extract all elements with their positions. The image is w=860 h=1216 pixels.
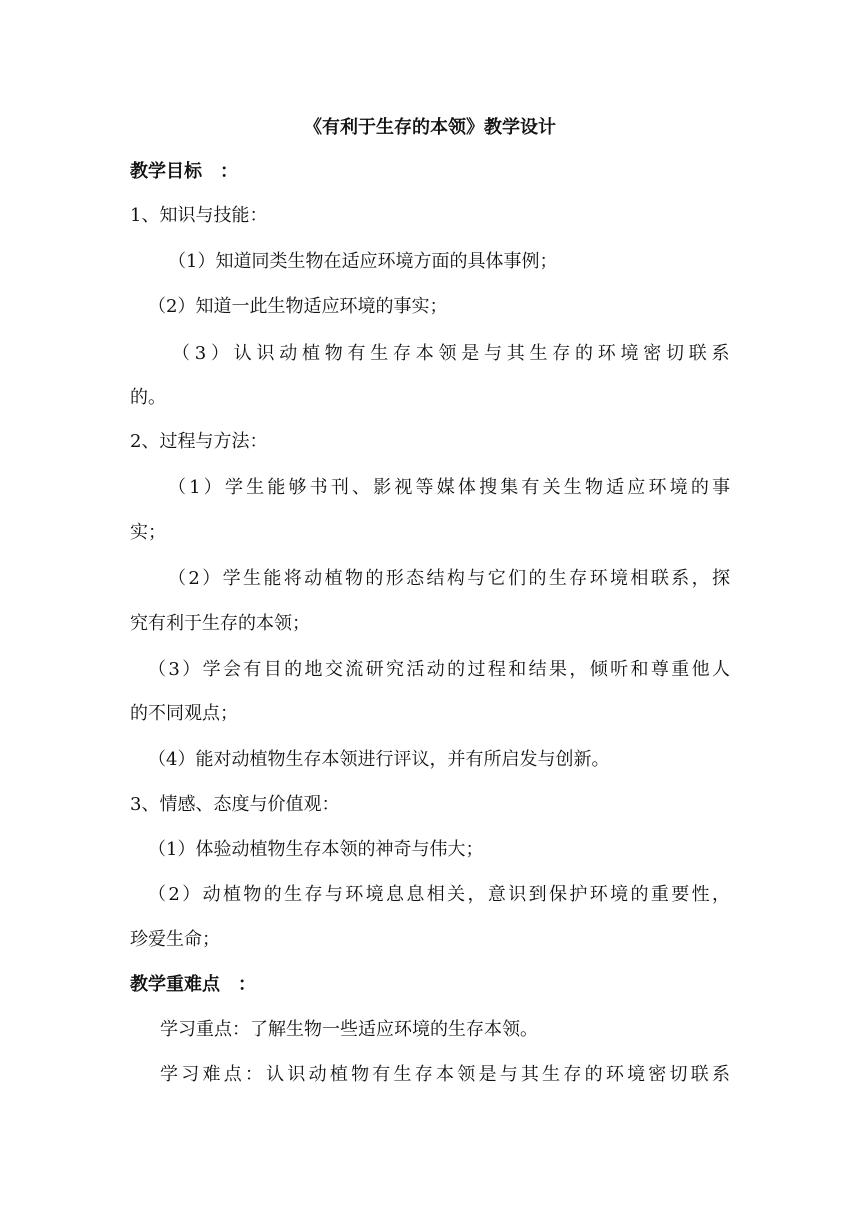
knowledge-item-3-line-2: 的。 <box>130 387 166 408</box>
emotion-item-1: （1）体验动植物生存本领的神奇与伟大； <box>148 839 484 860</box>
process-item-1-line-2: 实； <box>130 522 166 543</box>
process-item-3-line-2: 的不同观点； <box>130 703 238 724</box>
teaching-goals-heading: 教学目标 ： <box>130 161 238 182</box>
process-item-2-line-2: 究有利于生存的本领； <box>130 613 310 634</box>
difficult-point-text: 学习难点：认识动植物有生存本领是与其生存的环境密切联系 <box>160 1064 730 1085</box>
process-item-4: （4）能对动植物生存本领进行评议，并有所启发与创新。 <box>148 749 610 770</box>
document-title: 《有利于生存的本领》教学设计 <box>304 117 556 138</box>
section-process-methods-label: 2、过程与方法： <box>130 431 268 452</box>
knowledge-item-2: （2）知道一此生物适应环境的事实； <box>148 296 448 317</box>
key-point-text: 学习重点：了解生物一些适应环境的生存本领。 <box>160 1019 538 1040</box>
emotion-item-2-line-1: （2）动植物的生存与环境息息相关，意识到保护环境的重要性， <box>148 884 730 905</box>
process-item-3-line-1: （3）学会有目的地交流研究活动的过程和结果，倾听和尊重他人 <box>148 659 730 680</box>
process-item-1-line-1: （1）学生能够书刊、影视等媒体搜集有关生物适应环境的事 <box>168 477 730 498</box>
section-knowledge-skills-label: 1、知识与技能： <box>130 205 268 226</box>
section-emotion-values-label: 3、情感、态度与价值观： <box>130 794 340 815</box>
key-difficult-points-heading: 教学重难点 ： <box>130 974 256 995</box>
emotion-item-2-line-2: 珍爱生命； <box>130 929 220 950</box>
knowledge-item-3-line-1: （3）认识动植物有生存本领是与其生存的环境密切联系 <box>172 343 730 364</box>
knowledge-item-1: （1）知道同类生物在适应环境方面的具体事例； <box>168 251 558 272</box>
process-item-2-line-1: （2）学生能将动植物的形态结构与它们的生存环境相联系，探 <box>168 568 730 589</box>
